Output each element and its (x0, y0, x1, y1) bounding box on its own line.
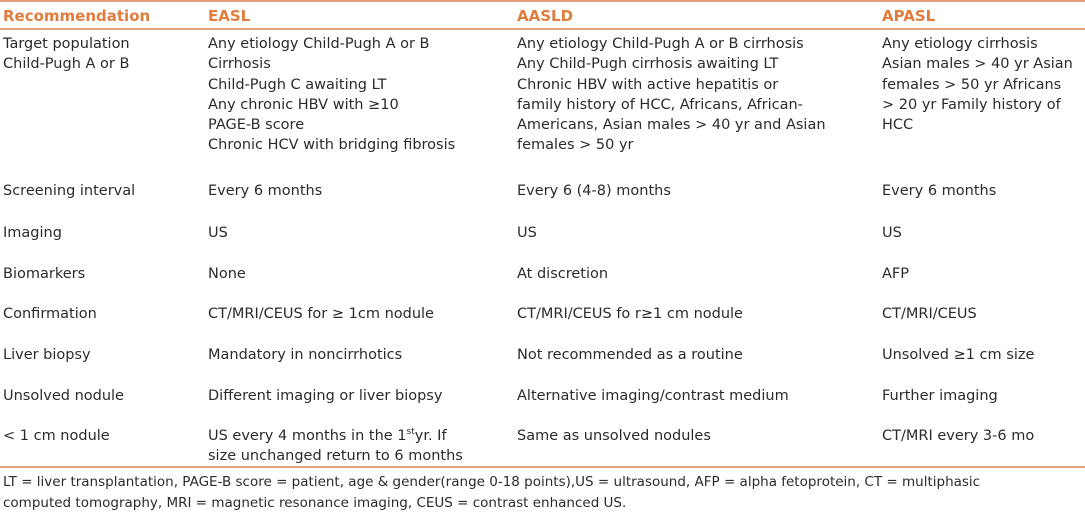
header-aasld: AASLD (517, 7, 574, 25)
row-label-target-population: Target population Child-Pugh A or B (3, 36, 130, 73)
row-label-small-nodule: < 1 cm nodule (3, 428, 110, 444)
apasl-small-nodule: CT/MRI every 3-6 mo (882, 428, 1035, 444)
aasld-small-nodule: Same as unsolved nodules (517, 428, 711, 444)
top-rule (0, 0, 1085, 2)
aasld-confirmation: CT/MRI/CEUS fo r≥1 cm nodule (517, 306, 743, 322)
easl-small-nodule-line1: US every 4 months in the 1styr. If (208, 427, 447, 444)
row-label-imaging: Imaging (3, 225, 62, 241)
apasl-target-population: Any etiology cirrhosis Asian males > 40 yr Asian females > 50 yr Africans > 20 yr Family history of HCC (882, 36, 1073, 134)
aasld-liver-biopsy: Not recommended as a routine (517, 347, 743, 363)
header-easl: EASL (208, 7, 251, 25)
easl-liver-biopsy: Mandatory in noncirrhotics (208, 347, 403, 363)
header-apasl: APASL (882, 7, 936, 25)
row-label-liver-biopsy: Liver biopsy (3, 347, 91, 363)
apasl-confirmation: CT/MRI/CEUS (882, 306, 977, 322)
footnote-line-2: computed tomography, MRI = magnetic resonance imaging, CEUS = contrast enhanced US. (3, 495, 627, 511)
aasld-screening-interval: Every 6 (4-8) months (517, 183, 671, 199)
row-label-screening-interval: Screening interval (3, 183, 136, 199)
footnote-line-1: LT = liver transplantation, PAGE-B score = patient, age & gender(range 0-18 points),US = ultrasound, AFP = alpha fetoprotein, CT = multiphasic (3, 474, 981, 490)
easl-confirmation: CT/MRI/CEUS for ≥ 1cm nodule (208, 306, 434, 322)
easl-biomarkers: None (208, 266, 246, 282)
apasl-screening-interval: Every 6 months (882, 183, 997, 199)
apasl-imaging: US (882, 225, 902, 241)
header-rule (0, 28, 1085, 30)
easl-unsolved-nodule: Different imaging or liver biopsy (208, 388, 443, 404)
aasld-biomarkers: At discretion (517, 266, 609, 282)
apasl-liver-biopsy: Unsolved ≥1 cm size (882, 347, 1035, 363)
aasld-unsolved-nodule: Alternative imaging/contrast medium (517, 388, 789, 404)
table-footnote (3, 472, 980, 514)
header-recommendation: Recommendation (3, 7, 151, 25)
apasl-unsolved-nodule: Further imaging (882, 388, 998, 404)
row-label-biomarkers: Biomarkers (3, 266, 86, 282)
row-label-unsolved-nodule: Unsolved nodule (3, 388, 124, 404)
easl-imaging: US (208, 225, 228, 241)
aasld-imaging: US (517, 225, 537, 241)
aasld-target-population: Any etiology Child-Pugh A or B cirrhosis Any Child-Pugh cirrhosis awaiting LT Chronic HBV with active hepatitis or family history of HCC, Africans, African- Americans, Asian males > 40 yr and Asian females > 50 yr (517, 36, 826, 154)
row-label-confirmation: Confirmation (3, 306, 97, 322)
easl-small-nodule-line2: size unchanged return to 6 months (208, 448, 463, 465)
easl-screening-interval: Every 6 months (208, 183, 323, 199)
bottom-rule (0, 466, 1085, 468)
easl-target-population: Any etiology Child-Pugh A or B Cirrhosis Child-Pugh C awaiting LT Any chronic HBV with ≥10 PAGE-B score Chronic HCV with bridging fibrosis (208, 36, 456, 154)
easl-small-nodule (208, 426, 463, 467)
apasl-biomarkers: AFP (882, 266, 910, 282)
